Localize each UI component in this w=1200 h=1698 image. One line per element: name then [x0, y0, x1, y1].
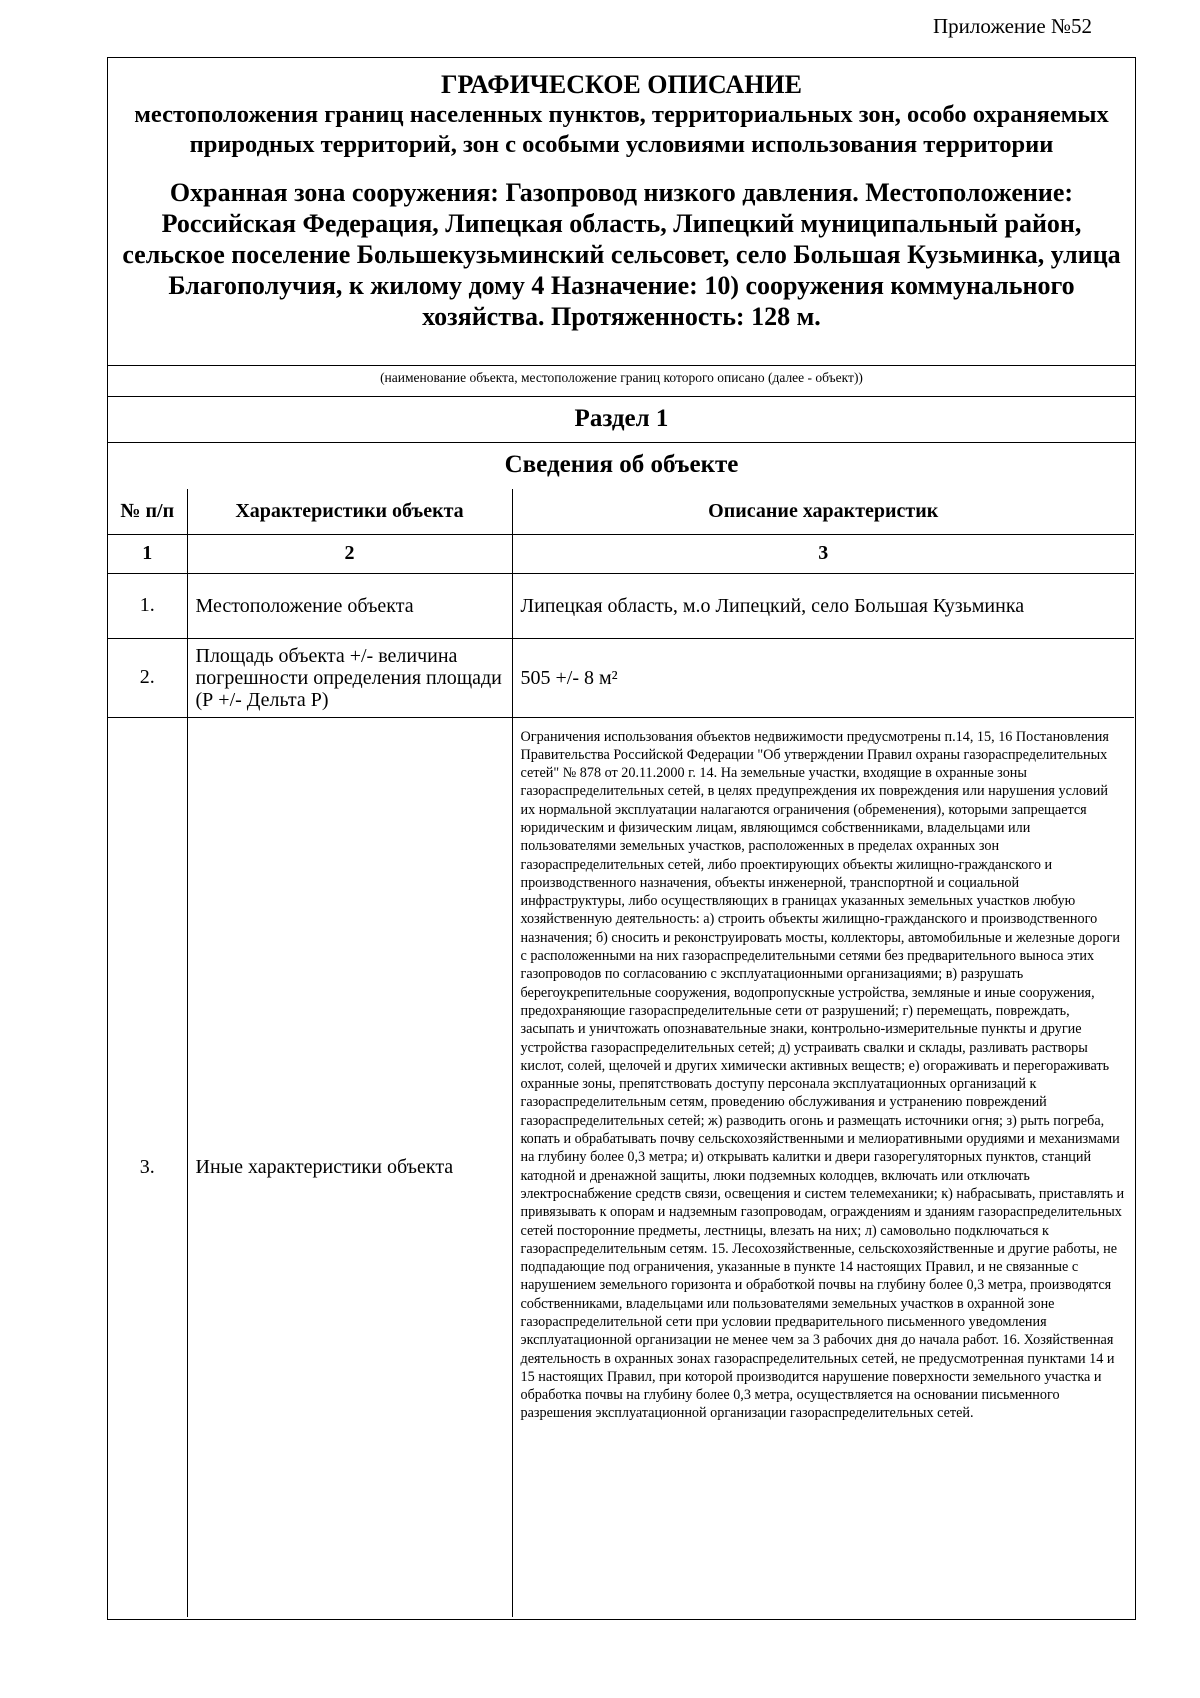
column-number: 2	[187, 534, 512, 573]
table-row	[108, 573, 1134, 638]
column-numbers-row	[108, 534, 1134, 573]
object-caption: (наименование объекта, местоположение границ которого описано (далее - объект))	[380, 370, 863, 385]
row-number: 3.	[108, 717, 187, 1617]
section-title: Раздел 1	[574, 405, 669, 432]
document-header	[108, 58, 1135, 365]
column-header-description: Описание характеристик	[512, 489, 1134, 534]
appendix-label: Приложение №52	[933, 14, 1092, 38]
table-row	[108, 638, 1134, 717]
document-title: ГРАФИЧЕСКОЕ ОПИСАНИЕ	[441, 70, 802, 99]
object-info-table	[108, 489, 1134, 1617]
column-header-characteristic: Характеристики объекта	[187, 489, 512, 534]
table-row	[108, 717, 1134, 1617]
row-description: Липецкая область, м.о Липецкий, село Большая Кузьминка	[512, 573, 1134, 638]
row-number: 2.	[108, 638, 187, 717]
row-description: Ограничения использования объектов недвижимости предусмотрены п.14, 15, 16 Постановления Правительства Российской Федерации "Об утверждении Правил охраны газораспределительных сетей" № 878 от 20.11.2000 г. 14. На земельные участки, входящие в охранные зоны газораспределительных сетей, в целях предупреждения их повреждения или нарушения условий их нормальной эксплуатации налагаются ограничения (обременения), которыми запрещается юридическим и физическим лицам, являющимся собственниками, владельцами или пользователями земельных участков, расположенных в пределах охранных зон газораспределительных сетей, либо проектирующих объекты жилищно-гражданского и производственного назначения, объекты инженерной, транспортной и социальной инфраструктуры, либо осуществляющих в границах указанных земельных участков любую хозяйственную деятельность: а) строить объекты жилищно-гражданского и производственного назначения; б) сносить и реконструировать мосты, коллекторы, автомобильные и железные дороги с расположенными на них газораспределительными сетями без предварительного выноса этих газопроводов по согласованию с эксплуатационными организациями; в) разрушать берегоукрепительные сооружения, водопропускные устройства, земляные и иные сооружения, предохраняющие газораспределительные сети от разрушений; г) перемещать, повреждать, засыпать и уничтожать опознавательные знаки, контрольно-измерительные пункты и другие устройства газораспределительных сетей; д) устраивать свалки и склады, разливать растворы кислот, солей, щелочей и других химически активных веществ; е) огораживать и перегораживать охранные зоны, препятствовать доступу персонала эксплуатационных организаций к газораспределительным сетям, проведению обслуживания и устранению повреждений газораспределительных сетей; ж) разводить огонь и размещать источники огня; з) рыть погреба, копать и обрабатывать почву сельскохозяйственными и мелиоративными орудиями и механизмами на глубину более 0,3 метра; и) открывать калитки и двери газорегуляторных пунктов, станций катодной и дренажной защиты, люки подземных колодцев, включать или отключать электроснабжение средств связи, освещения и систем телемеханики; к) набрасывать, приставлять и привязывать к опорам и надземным газопроводам, ограждениям и зданиям газораспределительных сетей посторонние предметы, лестницы, влезать на них; л) самовольно подключаться к газораспределительным сетям. 15. Лесохозяйственные, сельскохозяйственные и другие работы, не подпадающие под ограничения, указанные в пункте 14 настоящих Правил, и не связанные с нарушением земельного горизонта и обработкой почвы на глубину более 0,3 метра, производятся собственниками, владельцами или пользователями земельных участков в охранной зоне газораспределительной сети при условии предварительного письменного уведомления эксплуатационной организации не менее чем за 3 рабочих дня до начала работ. 16. Хозяйственная деятельность в охранных зонах газораспределительных сетей, не предусмотренная пунктами 14 и 15 настоящих Правил, при которой производится нарушение поверхности земельного участка и обработка почвы на глубину более 0,3 метра, осуществляется на основании письменного разрешения эксплуатационной организации газораспределительных сетей.	[512, 717, 1134, 1617]
row-characteristic: Площадь объекта +/- величина погрешности определения площади (Р +/- Дельта Р)	[187, 638, 512, 717]
object-description: Охранная зона сооружения: Газопровод низкого давления. Местоположение: Российская Федерация, Липецкая область, Липецкий муниципальный район, сельское поселение Большекузьминский сельсовет, село Большая Кузьминка, улица Благополучия, к жилому дому 4 Назначение: 10) сооружения коммунального хозяйства. Протяженность: 128 м.	[122, 178, 1121, 331]
row-number: 1.	[108, 573, 187, 638]
row-characteristic: Местоположение объекта	[187, 573, 512, 638]
document-subtitle: местоположения границ населенных пунктов, территориальных зон, особо охраняемых природных территорий, зон с особыми условиями использования территории	[134, 101, 1109, 158]
section-subtitle: Сведения об объекте	[504, 451, 739, 478]
row-description: 505 +/- 8 м²	[512, 638, 1134, 717]
document-frame	[107, 57, 1136, 1620]
row-characteristic: Иные характеристики объекта	[187, 717, 512, 1617]
column-number: 3	[512, 534, 1134, 573]
divider	[108, 365, 1135, 366]
column-header-number: № п/п	[108, 489, 187, 534]
column-number: 1	[108, 534, 187, 573]
table-header-row	[108, 489, 1134, 534]
